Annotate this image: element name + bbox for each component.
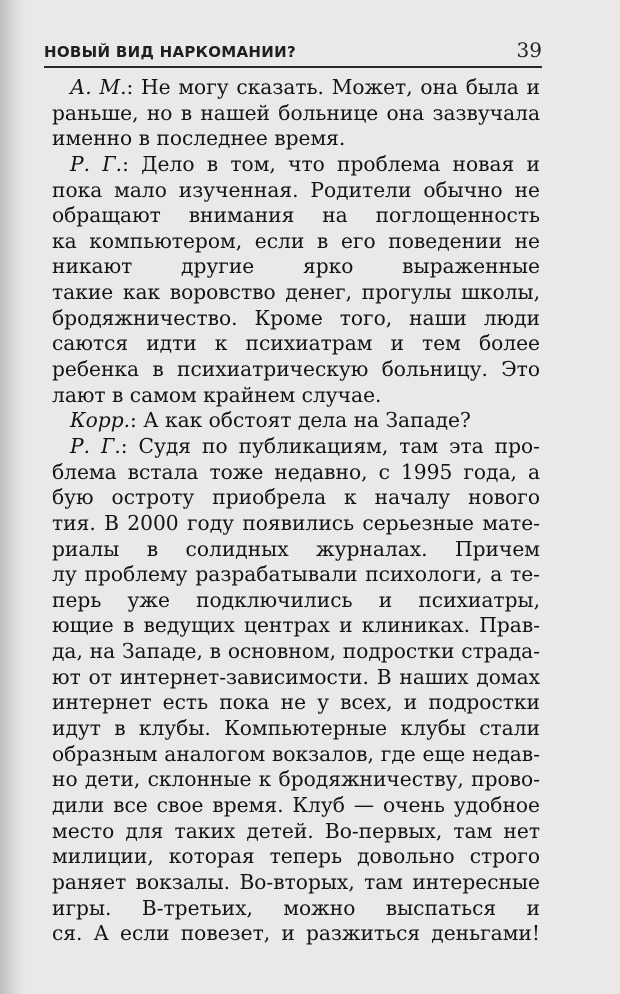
line-text: место для таких детей. Во-первых, там нет	[52, 818, 540, 843]
speaker-label: Р. Г.	[70, 433, 121, 458]
line-text: милиции, которая теперь довольно строго	[52, 844, 540, 869]
line-text: риалы в солидных журналах. Причем	[52, 536, 540, 561]
text-line	[52, 562, 540, 588]
speaker-label: Р. Г.	[70, 151, 123, 176]
text-line	[52, 460, 540, 486]
text-line	[52, 152, 540, 178]
line-text: лают в самом крайнем случае.	[52, 382, 382, 407]
line-text: перь уже подключились и психиатры,	[52, 587, 540, 612]
line-text: ка компьютером, если в его поведении не	[52, 228, 540, 253]
text-line	[52, 254, 540, 280]
line-text: никают другие ярко выраженные	[52, 254, 540, 279]
text-line	[52, 716, 540, 742]
line-text: раняет вокзалы. Во-вторых, там интересные	[52, 869, 540, 894]
line-text: : Дело в том, что проблема новая и	[122, 151, 540, 176]
text-line	[52, 537, 540, 563]
text-line	[52, 690, 540, 716]
text-line	[52, 665, 540, 691]
text-line	[52, 485, 540, 511]
text-line	[52, 331, 540, 357]
line-text: блема встала тоже недавно, с 1995 года, а	[52, 459, 540, 484]
line-text: раньше, но в нашей больнице она зазвучала	[52, 100, 540, 125]
page-number: 39	[516, 38, 542, 62]
spine-shadow	[0, 0, 26, 994]
line-text: ющие в ведущих центрах и клиниках. Прав-	[52, 613, 540, 638]
body-text	[52, 75, 540, 947]
text-line	[52, 870, 540, 896]
text-line	[52, 511, 540, 537]
line-text: : А как обстоят дела на Западе?	[130, 408, 471, 433]
text-line	[52, 844, 540, 870]
text-line	[52, 434, 540, 460]
line-text: : Не могу сказать. Может, она была и	[126, 75, 540, 99]
text-line	[52, 203, 540, 229]
line-text: лу проблему разрабатывали психологи, а те-	[52, 562, 540, 587]
text-line	[52, 921, 540, 947]
text-line	[52, 75, 540, 101]
text-line	[52, 896, 540, 922]
speaker-label: Корр.	[70, 408, 131, 433]
line-text: обращают внимания на поглощенность	[52, 203, 540, 228]
text-line	[52, 357, 540, 383]
line-text: игры. В-третьих, можно выспаться и	[52, 895, 540, 920]
text-line	[52, 101, 540, 127]
text-line	[52, 613, 540, 639]
text-line	[52, 742, 540, 768]
line-text: именно в последнее время.	[52, 126, 346, 151]
text-line	[52, 306, 540, 332]
page-header	[44, 40, 542, 68]
speaker-label: А. М.	[70, 75, 127, 99]
line-text: : Судя по публикациям, там эта про-	[120, 433, 540, 458]
text-line	[52, 383, 540, 409]
text-line	[52, 229, 540, 255]
text-line	[52, 639, 540, 665]
line-text: саются идти к психиатрам и тем более	[52, 331, 540, 356]
line-text: идут в клубы. Компьютерные клубы стали	[52, 716, 540, 741]
text-line	[52, 588, 540, 614]
text-line	[52, 178, 540, 204]
line-text: ся. А если повезет, и разжиться деньгами!	[52, 921, 540, 946]
line-text: дили все свое время. Клуб — очень удобное	[52, 792, 540, 817]
line-text: образным аналогом вокзалов, где еще недав-	[52, 741, 540, 766]
line-text: ребенка в психиатрическую больницу. Это	[52, 357, 540, 382]
text-line	[52, 767, 540, 793]
text-line	[52, 819, 540, 845]
line-text: бродяжничество. Кроме того, наши люди	[52, 305, 540, 330]
line-text: бую остроту приобрела к началу нового	[52, 485, 540, 510]
line-text: тия. В 2000 году появились серьезные мате-	[52, 510, 540, 535]
text-line	[52, 280, 540, 306]
line-text: интернет есть пока не у всех, и подростки	[52, 690, 540, 715]
line-text: пока мало изученная. Родители обычно не	[52, 177, 540, 202]
line-text: но дети, склонные к бродяжничеству, прово-	[52, 767, 540, 792]
line-text: такие как воровство денег, прогулы школы,	[52, 280, 540, 305]
text-line	[52, 408, 540, 434]
line-text: ют от интернет-зависимости. В наших домах	[52, 664, 540, 689]
text-line	[52, 126, 540, 152]
line-text: да, на Западе, в основном, подростки страда-	[52, 639, 540, 664]
running-head: НОВЫЙ ВИД НАРКОМАНИИ?	[44, 43, 296, 61]
text-line	[52, 793, 540, 819]
